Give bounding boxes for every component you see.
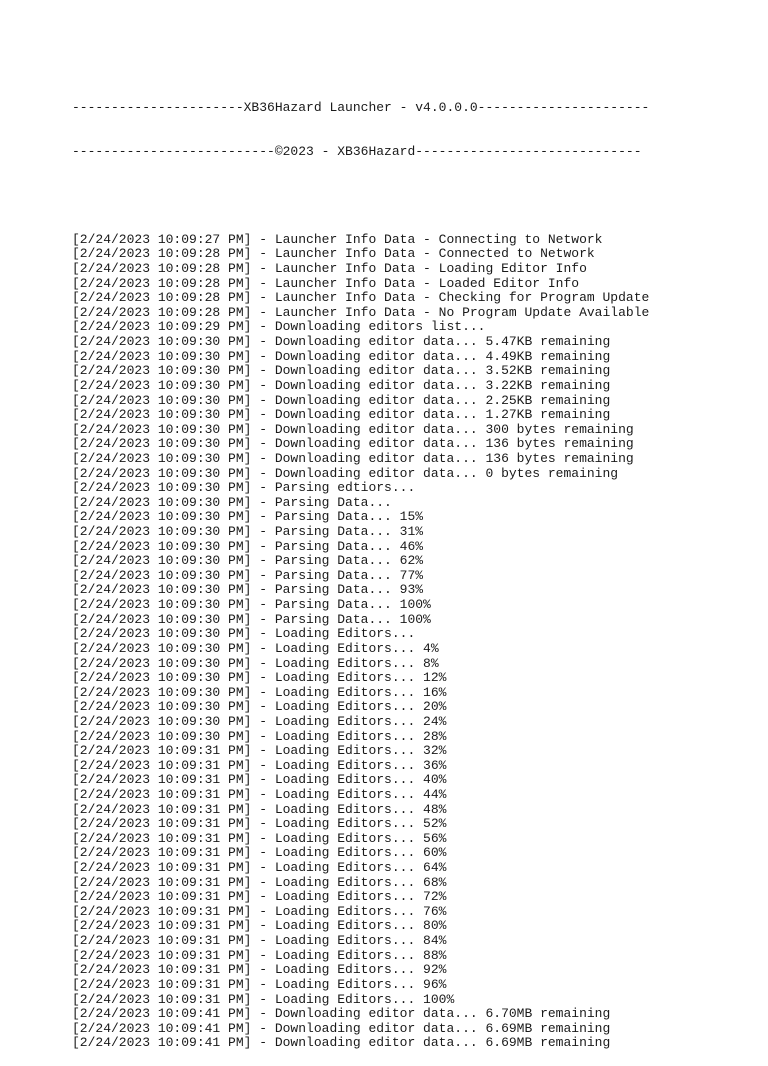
log-entry: [2/24/2023 10:09:31 PM] - Loading Editors... 92% xyxy=(72,962,447,978)
log-entry: [2/24/2023 10:09:31 PM] - Loading Editors... 64% xyxy=(72,860,447,876)
log-entry: [2/24/2023 10:09:31 PM] - Loading Editors... 44% xyxy=(72,786,447,802)
log-entry: [2/24/2023 10:09:31 PM] - Loading Editors... 100% xyxy=(72,991,455,1007)
log-entry: [2/24/2023 10:09:30 PM] - Parsing edtiors... xyxy=(72,480,416,496)
log-entry: [2/24/2023 10:09:30 PM] - Parsing Data... 100% xyxy=(72,611,431,627)
header-title-line: ----------------------XB36Hazard Launcher - v4.0.0.0---------------------- xyxy=(72,100,650,116)
log-entry: [2/24/2023 10:09:30 PM] - Parsing Data... 93% xyxy=(72,582,424,598)
log-entry: [2/24/2023 10:09:30 PM] - Parsing Data... xyxy=(72,494,392,510)
log-entry: [2/24/2023 10:09:31 PM] - Loading Editors... 72% xyxy=(72,889,447,905)
log-document xyxy=(72,72,762,1066)
log-entry: [2/24/2023 10:09:30 PM] - Downloading editor data... 4.49KB remaining xyxy=(72,348,611,364)
log-entry: [2/24/2023 10:09:41 PM] - Downloading editor data... 6.69MB remaining xyxy=(72,1035,611,1051)
blank-separator xyxy=(72,189,762,204)
log-entry: [2/24/2023 10:09:30 PM] - Parsing Data... 62% xyxy=(72,553,424,569)
log-entry: [2/24/2023 10:09:31 PM] - Loading Editors... 56% xyxy=(72,830,447,846)
log-entry: [2/24/2023 10:09:31 PM] - Loading Editors... 76% xyxy=(72,903,447,919)
log-entry: [2/24/2023 10:09:27 PM] - Launcher Info Data - Connecting to Network xyxy=(72,231,603,247)
header-copyright-line: --------------------------©2023 - XB36Hazard----------------------------- xyxy=(72,144,642,160)
log-entry: [2/24/2023 10:09:30 PM] - Downloading editor data... 136 bytes remaining xyxy=(72,436,634,452)
log-entry: [2/24/2023 10:09:30 PM] - Parsing Data... 31% xyxy=(72,524,424,540)
log-entry: [2/24/2023 10:09:30 PM] - Downloading editor data... 2.25KB remaining xyxy=(72,392,611,408)
log-entries xyxy=(72,233,762,1051)
log-entry: [2/24/2023 10:09:30 PM] - Downloading editor data... 3.22KB remaining xyxy=(72,377,611,393)
log-entry: [2/24/2023 10:09:41 PM] - Downloading editor data... 6.70MB remaining xyxy=(72,1006,611,1022)
log-entry: [2/24/2023 10:09:31 PM] - Loading Editors... 60% xyxy=(72,845,447,861)
log-entry: [2/24/2023 10:09:28 PM] - Launcher Info Data - Connected to Network xyxy=(72,246,595,262)
log-entry: [2/24/2023 10:09:31 PM] - Loading Editors... 96% xyxy=(72,976,447,992)
log-entry: [2/24/2023 10:09:29 PM] - Downloading editors list... xyxy=(72,319,486,335)
log-entry: [2/24/2023 10:09:28 PM] - Launcher Info Data - Checking for Program Update xyxy=(72,290,650,306)
log-entry: [2/24/2023 10:09:31 PM] - Loading Editors... 80% xyxy=(72,918,447,934)
log-entry: [2/24/2023 10:09:30 PM] - Downloading editor data... 0 bytes remaining xyxy=(72,465,619,481)
log-entry: [2/24/2023 10:09:30 PM] - Downloading editor data... 5.47KB remaining xyxy=(72,334,611,350)
log-entry: [2/24/2023 10:09:31 PM] - Loading Editors... 36% xyxy=(72,757,447,773)
log-entry: [2/24/2023 10:09:30 PM] - Parsing Data... 46% xyxy=(72,538,424,554)
log-entry: [2/24/2023 10:09:28 PM] - Launcher Info Data - No Program Update Available xyxy=(72,304,650,320)
log-entry: [2/24/2023 10:09:30 PM] - Downloading editor data... 300 bytes remaining xyxy=(72,421,634,437)
log-entry: [2/24/2023 10:09:30 PM] - Loading Editors... xyxy=(72,626,416,642)
log-entry: [2/24/2023 10:09:30 PM] - Loading Editors... 20% xyxy=(72,699,447,715)
log-entry: [2/24/2023 10:09:28 PM] - Launcher Info Data - Loaded Editor Info xyxy=(72,275,580,291)
log-entry: [2/24/2023 10:09:31 PM] - Loading Editors... 40% xyxy=(72,772,447,788)
log-entry: [2/24/2023 10:09:30 PM] - Downloading editor data... 1.27KB remaining xyxy=(72,407,611,423)
log-entry: [2/24/2023 10:09:30 PM] - Loading Editors... 8% xyxy=(72,655,439,671)
log-entry: [2/24/2023 10:09:31 PM] - Loading Editors... 52% xyxy=(72,816,447,832)
log-entry: [2/24/2023 10:09:30 PM] - Loading Editors... 12% xyxy=(72,670,447,686)
log-entry: [2/24/2023 10:09:41 PM] - Downloading editor data... 6.69MB remaining xyxy=(72,1020,611,1036)
log-entry: [2/24/2023 10:09:30 PM] - Loading Editors... 16% xyxy=(72,684,447,700)
log-entry: [2/24/2023 10:09:31 PM] - Loading Editors... 68% xyxy=(72,874,447,890)
log-entry: [2/24/2023 10:09:30 PM] - Downloading editor data... 3.52KB remaining xyxy=(72,363,611,379)
log-entry: [2/24/2023 10:09:31 PM] - Loading Editors... 84% xyxy=(72,933,447,949)
log-entry: [2/24/2023 10:09:31 PM] - Loading Editors... 48% xyxy=(72,801,447,817)
log-entry: [2/24/2023 10:09:28 PM] - Launcher Info Data - Loading Editor Info xyxy=(72,261,587,277)
log-entry: [2/24/2023 10:09:30 PM] - Loading Editors... 28% xyxy=(72,728,447,744)
log-entry: [2/24/2023 10:09:30 PM] - Parsing Data... 15% xyxy=(72,509,424,525)
log-entry: [2/24/2023 10:09:31 PM] - Loading Editors... 32% xyxy=(72,743,447,759)
log-entry: [2/24/2023 10:09:30 PM] - Downloading editor data... 136 bytes remaining xyxy=(72,450,634,466)
log-entry: [2/24/2023 10:09:30 PM] - Parsing Data... 77% xyxy=(72,567,424,583)
log-entry: [2/24/2023 10:09:30 PM] - Parsing Data... 100% xyxy=(72,597,431,613)
log-entry: [2/24/2023 10:09:30 PM] - Loading Editors... 4% xyxy=(72,640,439,656)
log-entry: [2/24/2023 10:09:31 PM] - Loading Editors... 88% xyxy=(72,947,447,963)
log-entry: [2/24/2023 10:09:30 PM] - Loading Editors... 24% xyxy=(72,713,447,729)
